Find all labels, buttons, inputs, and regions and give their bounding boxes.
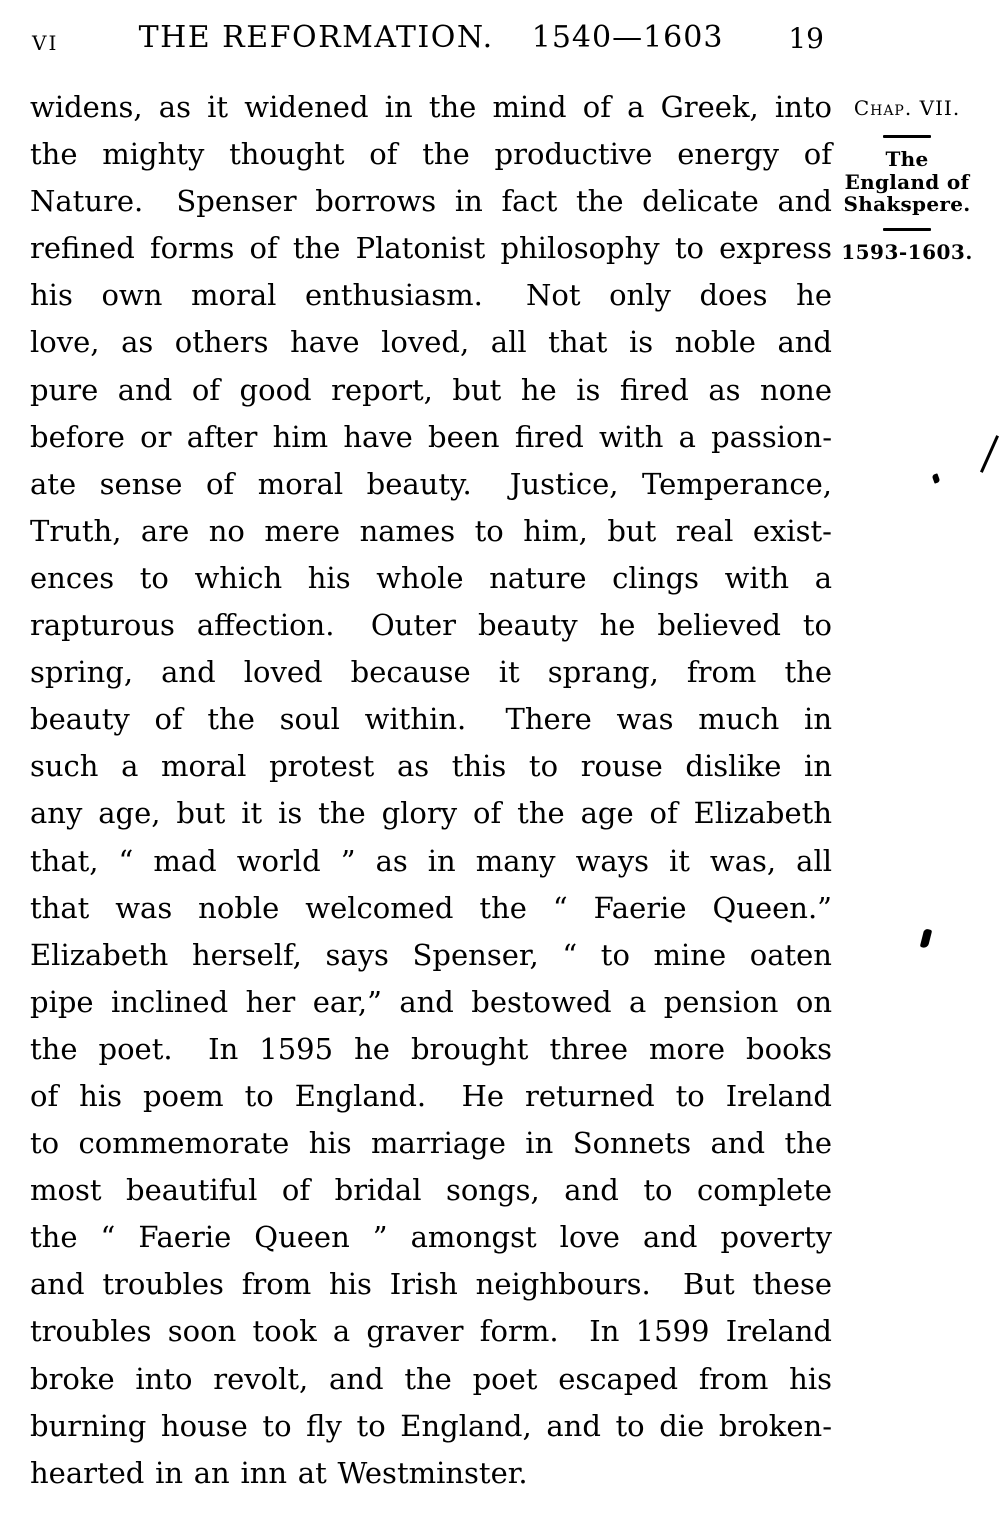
body-text-line: Nature. Spenser borrows in fact the delicate and (30, 184, 832, 219)
sidenote-heading-line: England of (844, 169, 970, 194)
sidenote-date-range: 1593-1603. (841, 239, 973, 264)
sidenote-heading (838, 148, 976, 216)
scan-artifact-dot (932, 473, 941, 484)
body-text-line: refined forms of the Platonist philosophy to express (30, 231, 832, 266)
body-text-line: most beautiful of bridal songs, and to complete (30, 1173, 832, 1208)
body-text-line: before or after him have been fired with a passion- (30, 419, 832, 454)
sidenote-heading-line: The (885, 147, 929, 171)
body-text-line: of his poem to England. He returned to Ireland (30, 1078, 832, 1113)
body-text-line: the “ Faerie Queen ” amongst love and poverty (30, 1220, 832, 1255)
body-text (30, 84, 832, 1497)
body-text-line: ences to which his whole nature clings with a (30, 560, 832, 595)
body-text-line: beauty of the soul within. There was much in (30, 702, 832, 737)
body-text-line: burning house to fly to England, and to die broken- (30, 1408, 832, 1443)
body-text-line: to commemorate his marriage in Sonnets and the (30, 1126, 832, 1161)
running-date-range: 1540—1603 (531, 20, 724, 55)
body-text-line: the poet. In 1595 he brought three more books (30, 1031, 832, 1066)
body-text-line: spring, and loved because it sprang, from the (30, 655, 832, 690)
body-text-line: troubles soon took a graver form. In 1599 Ireland (30, 1314, 832, 1349)
chapter-folio: VI (32, 31, 59, 55)
body-text-line: pure and of good report, but he is fired as none (30, 372, 832, 407)
body-text-line: any age, but it is the glory of the age of Elizabeth (30, 796, 832, 831)
body-text-line: and troubles from his Irish neighbours. But these (30, 1267, 832, 1302)
body-text-line: Truth, are no mere names to him, but real exist- (30, 513, 832, 548)
body-text-line: such a moral protest as this to rouse dislike in (30, 749, 832, 784)
body-text-line: Elizabeth herself, says Spenser, “ to mine oaten (30, 937, 832, 972)
page-number: 19 (788, 22, 824, 55)
body-text-line: that, “ mad world ” as in many ways it was, all (30, 843, 832, 878)
running-header (30, 20, 832, 60)
body-text-line: that was noble welcomed the “ Faerie Queen.” (30, 890, 832, 925)
sidenote-chapter: Chap. VII. (853, 96, 961, 120)
body-text-line: widens, as it widened in the mind of a Greek, into (30, 90, 832, 124)
body-text-line: love, as others have loved, all that is noble and (30, 325, 832, 360)
body-text-line: broke into revolt, and the poet escaped from his (30, 1361, 832, 1396)
body-text-line: the mighty thought of the productive energy of (30, 137, 832, 172)
sidenote-rule (883, 135, 931, 138)
sidenote-heading-line: Shakspere. (843, 192, 971, 216)
body-text-line: his own moral enthusiasm. Not only does he (30, 278, 832, 313)
body-text-line: ate sense of moral beauty. Justice, Temperance, (30, 466, 832, 501)
margin-notes (838, 96, 976, 264)
scan-artifact-slash (980, 435, 999, 473)
body-text-line: pipe inclined her ear,” and bestowed a pension on (30, 984, 832, 1019)
sidenote-rule (883, 228, 931, 231)
running-title: THE REFORMATION. (138, 20, 494, 55)
body-text-line: hearted in an inn at Westminster. (30, 1455, 528, 1490)
body-text-line: rapturous affection. Outer beauty he believed to (30, 608, 832, 643)
running-title-group (30, 20, 832, 55)
scan-artifact-blot (920, 928, 932, 948)
